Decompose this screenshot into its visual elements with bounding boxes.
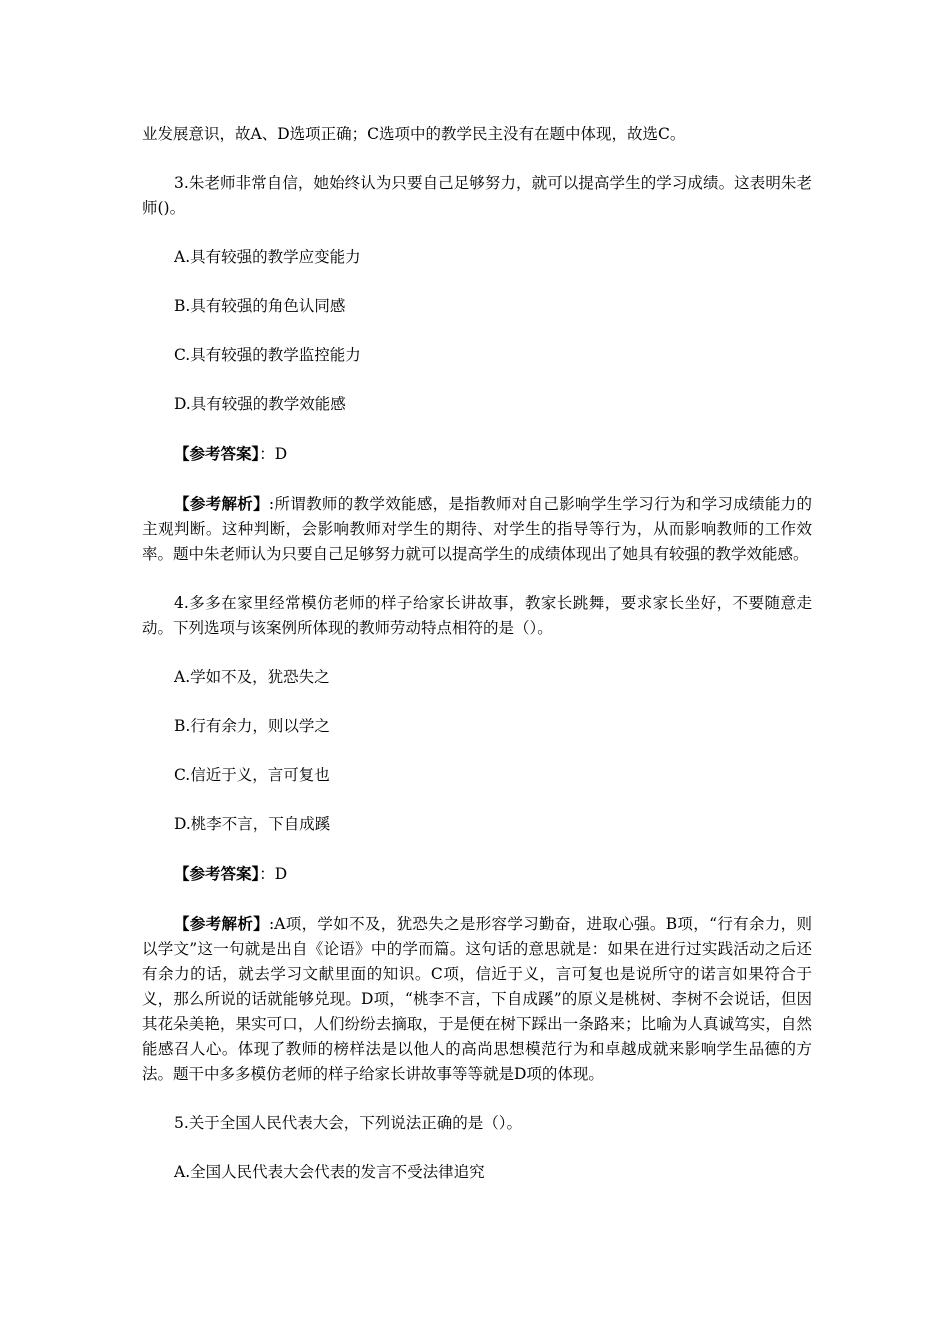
question-3-option-c: C.具有较强的教学监控能力 xyxy=(174,346,361,364)
answer-label: 【参考答案】 xyxy=(174,444,260,463)
continued-explanation: 业发展意识，故A、D选项正确；C选项中的教学民主没有在题中体现，故选C。 xyxy=(142,125,686,143)
document-page xyxy=(142,122,812,1185)
explanation-label: 【参考解析】 xyxy=(174,494,269,513)
explanation-text: :A项，学如不及，犹恐失之是形容学习勤奋，进取心强。B项，“行有余力，则以学文”这一句就是出自《论语》中的学而篇。这句话的意思就是：如果在进行过实践活动之后还有余力的话，就去学习文献里面的知识。C项，信近于义，言可复也是说所守的诺言如果符合于义，那么所说的话就能够兑现。D项，“桃李不言，下自成蹊”的原义是桃树、李树不会说话，但因其花朵美艳，果实可口，人们纷纷去摘取，于是便在树下踩出一条路来；比喻为人真诚笃实，自然能感召人心。体现了教师的榜样法是以他人的高尚思想模范行为和卓越成就来影响学生品德的方法。题干中多多模仿老师的样子给家长讲故事等等就是D项的体现。 xyxy=(142,915,812,1083)
question-5-option-a: A.全国人民代表大会代表的发言不受法律追究 xyxy=(174,1163,485,1181)
explanation-text: :所谓教师的教学效能感，是指教师对自己影响学生学习行为和学习成绩能力的主观判断。这种判断，会影响教师对学生的期待、对学生的指导等行为，从而影响教师的工作效率。题中朱老师认为只要自己足够努力就可以提高学生的成绩体现出了她具有较强的教学效能感。 xyxy=(142,495,812,563)
question-3-explanation xyxy=(142,491,812,567)
question-4-option-c: C.信近于义，言可复也 xyxy=(174,766,330,784)
question-4-option-b: B.行有余力，则以学之 xyxy=(174,717,330,735)
question-3-option-a: A.具有较强的教学应变能力 xyxy=(174,248,361,266)
explanation-label: 【参考解析】 xyxy=(174,914,269,933)
answer-label: 【参考答案】 xyxy=(174,864,260,883)
question-3: 3.朱老师非常自信，她始终认为只要自己足够努力，就可以提高学生的学习成绩。这表明朱老师()。 xyxy=(142,174,812,217)
question-3-option-d: D.具有较强的教学效能感 xyxy=(174,395,346,413)
question-4-option-a: A.学如不及，犹恐失之 xyxy=(174,668,330,686)
question-4: 4.多多在家里经常模仿老师的样子给家长讲故事，教家长跳舞，要求家长坐好，不要随意走动。下列选项与该案例所体现的教师劳动特点相符的是（）。 xyxy=(142,594,812,637)
answer-value: ：D xyxy=(259,445,288,463)
question-4-answer xyxy=(142,861,812,887)
question-4-explanation xyxy=(142,911,812,1087)
answer-value: ：D xyxy=(259,865,288,883)
question-3-answer xyxy=(142,441,812,467)
question-4-option-d: D.桃李不言，下自成蹊 xyxy=(174,815,331,833)
question-3-option-b: B.具有较强的角色认同感 xyxy=(174,297,346,315)
question-5: 5.关于全国人民代表大会，下列说法正确的是（）。 xyxy=(174,1114,523,1132)
